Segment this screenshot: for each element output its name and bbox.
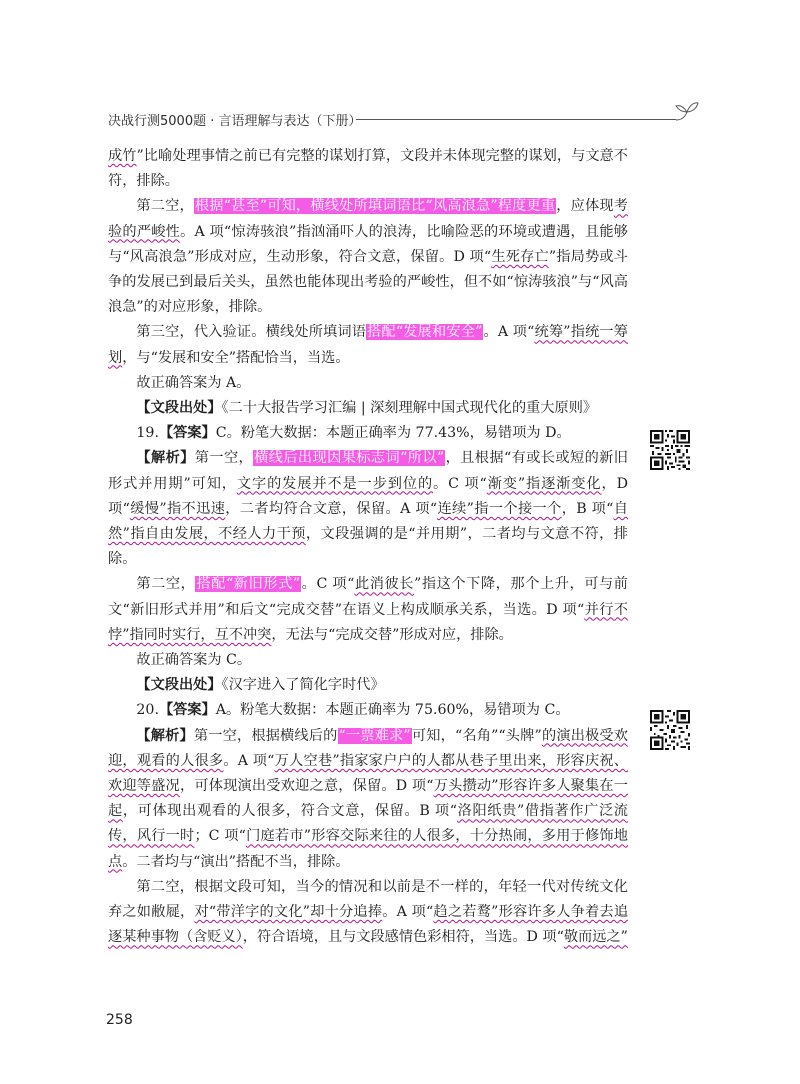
page-number: 258 (106, 1012, 133, 1028)
sprout-icon (674, 100, 700, 122)
running-header (108, 104, 700, 132)
source-line: 【文段出处】《汉字进入了简化字时代》 (136, 677, 385, 694)
answer-line: 故正确答案为 C。 (136, 652, 252, 669)
paragraph: 【解析】第一空，横线后出现因果标志词“所以”，且根据“有或长或短的新旧形式并用期”可知，文字的发展并不是一步到位的。C 项“渐变”指逐渐变化，D 项“缓慢”指不迅速，二者均符合文意，保留。A 项“连续”指一个接一个，B 项“自然”指自由发展，不经人力干预，文段强调的是“并用期”，二者均与文意不符，排除。 (108, 450, 628, 568)
paragraph: 成竹”比喻处理事情之前已有完整的谋划打算，文段并未体现完整的谋划，与文意不符，排除。 (108, 148, 628, 190)
paragraph: 第三空，代入验证。横线处所填词语搭配“发展和安全”。A 项“统筹”指统一筹划，与“发展和安全”搭配恰当，当选。 (108, 324, 628, 366)
highlight: 横线后出现因果标志词“所以” (254, 450, 445, 467)
paragraph: 第二空，根据“甚至”可知，横线处所填词语比“风高浪急”程度更重，应体现考验的严峻性。A 项“惊涛骇浪”指汹涌吓人的浪涛，比喻险恶的环境或遭遇，且能够与“风高浪急”形成对应，生动形象，符合文意，保留。D 项“生死存亡”指局势或斗争的发展已到最后关头，虽然也能体现出考验的严峻性，但不如“惊涛骇浪”与“风高浪急”的对应形象，排除。 (108, 198, 628, 316)
highlight: “一票难求” (338, 727, 411, 744)
highlight: 搭配“发展和安全” (367, 324, 483, 341)
book-title: 决战行测5000题 · 言语理解与表达（下册） (108, 114, 362, 129)
source-line: 【文段出处】《二十大报告学习汇编 | 深刻理解中国式现代化的重大原则》 (136, 400, 598, 417)
qr-code-q20[interactable] (650, 710, 690, 750)
paragraph: 【解析】第一空，根据横线后的“一票难求”可知，“名角”“头牌”的演出极受欢迎，观看的人很多。A 项“万人空巷”指家家户户的人都从巷子里出来，形容庆祝、欢迎等盛况，可体现演出受欢迎之意，保留。D 项“万头攒动”形容许多人聚集在一起，可体现出观看的人很多，符合文意，保留。B 项“洛阳纸贵”借指著作广泛流传，风行一时；C 项“门庭若市”形容交际来往的人很多，十分热闹，多用于修饰地点。二者均与“演出”搭配不当，排除。 (108, 727, 628, 870)
paragraph: 第二空，搭配“新旧形式”。C 项“此消彼长”指这个下降，那个上升，可与前文“新旧形式并用”和后文“完成交替”在语义上构成顺承关系，当选。D 项“并行不悖”指同时实行，互不冲突，无法与“完成交替”形成对应，排除。 (108, 576, 628, 643)
highlight: 根据“甚至”可知，横线处所填词语比“风高浪急”程度更重 (194, 198, 556, 215)
question-answer: 19.【答案】C。粉笔大数据：本题正确率为 77.43%，易错项为 D。 (136, 425, 571, 442)
question-answer: 20.【答案】A。粉笔大数据：本题正确率为 75.60%，易错项为 C。 (136, 702, 570, 719)
paragraph: 第二空，根据文段可知，当今的情况和以前是不一样的，年轻一代对传统文化弃之如敝屣，对“带洋字的文化”却十分追捧。A 项“趋之若鹜”形容许多人争着去追逐某种事物（含贬义），符合语境，且与文段感情色彩相符，当选。D 项“敬而远之” (108, 878, 629, 946)
header-rule (356, 119, 676, 120)
page-body (108, 144, 628, 951)
qr-code-q19[interactable] (650, 430, 690, 470)
answer-line: 故正确答案为 A。 (136, 374, 251, 391)
highlight: 搭配“新旧形式” (196, 576, 301, 593)
